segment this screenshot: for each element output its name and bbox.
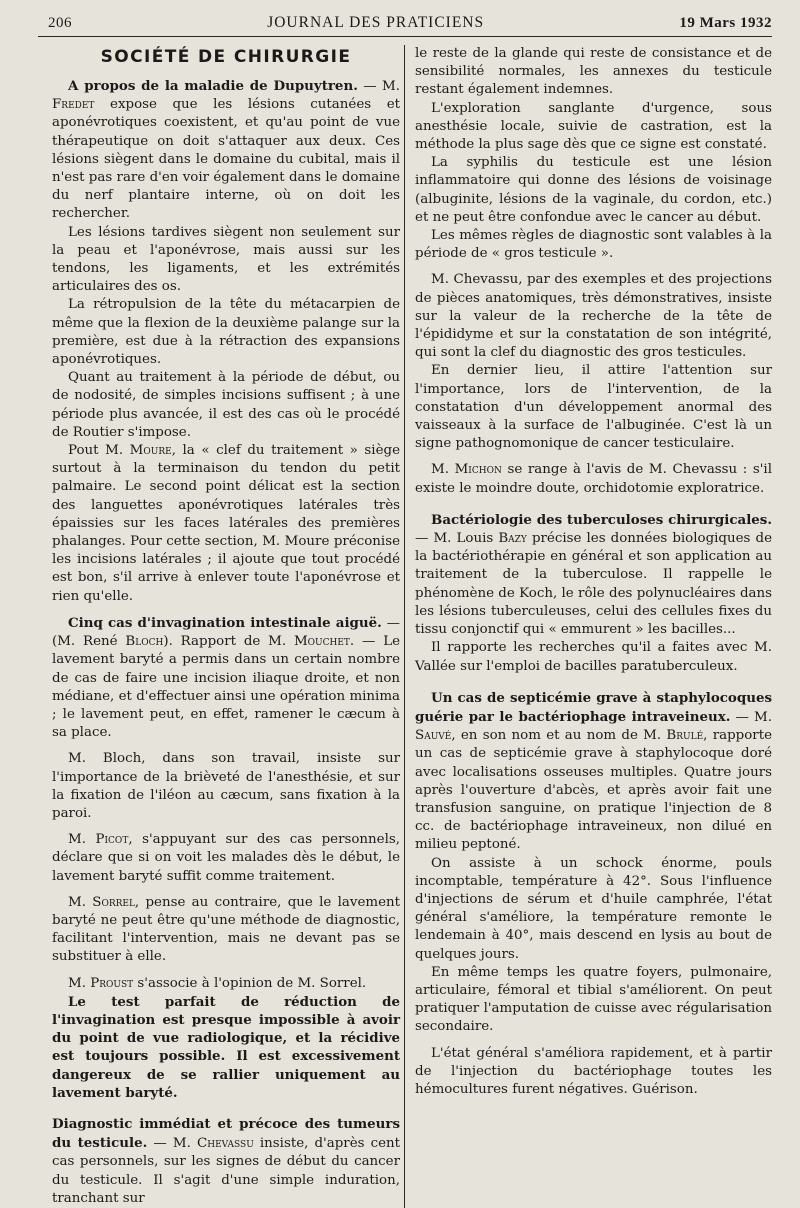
paragraph: M. Bloch, dans son travail, insiste sur l'importance de la brièveté de l'anesthésie, et sur la fixation de l'iléon au cæcum, sans fixation à la paroi. xyxy=(52,751,401,821)
text: se range à l'avis de M. Chevassu : s'il existe le moindre doute, orchidotomie exploratrice. xyxy=(415,462,773,496)
paragraph-picot xyxy=(52,831,400,886)
paragraph: L'exploration sanglante d'urgence, sous anesthésie locale, suivie de castration, est la méthode la plus sage dès que ce signe est constaté. xyxy=(415,100,772,153)
author-michon: Michon xyxy=(454,462,502,478)
article-title-invagination: Cinq cas d'invagination intestinale aiguë. xyxy=(68,614,382,631)
article-dupuytren-intro: A propos de la maladie de Dupuytren. — M. Fredet expose que les lésions cutanées et aponévrotiques coexistent, et qu'au point de vue thérapeutique on doit s'attaquer aux deux. Ces lésions siègent dans le domaine du cubital, mais il n'est pas rare d'en voir également dans le domaine du nerf plantaire interne, où on doit les rechercher. xyxy=(52,78,401,222)
paragraph-moure xyxy=(52,442,400,606)
author-moure: Moure xyxy=(129,443,172,459)
paragraph: Quant au traitement à la période de début, ou de nodosité, de simples incisions suffisent ; à une période plus avancée, il est des cas où le procédé de Routier s'impose. xyxy=(52,370,401,440)
author-proust: Proust xyxy=(90,975,134,991)
paragraph: En dernier lieu, il attire l'attention sur l'importance, lors de l'intervention, de la constatation d'un développement anormal des vaisseaux à la surface de l'albuginée. C'est là un signe pathognomonique de cancer testiculaire. xyxy=(415,363,772,452)
article-septicemie-intro xyxy=(415,689,772,855)
paragraph: M. Chevassu, par des exemples et des projections de pièces anatomiques, très démonstratives, insiste sur la valeur de la recherche de la tête de l'épididyme et sur la constatation de son intégrité, qui sont la clef du diagnostic des gros testicules. xyxy=(415,272,772,361)
page-header xyxy=(38,14,772,37)
author-bazy: Bazy xyxy=(498,531,527,547)
paragraph: En même temps les quatre foyers, pulmonaire, articulaire, fémoral et tibial s'améliorent. On peut pratiquer l'amputation de cuisse avec régularisation secondaire. xyxy=(415,964,772,1035)
article-title-testicule: Diagnostic immédiat et précoce des tumeurs du testicule. xyxy=(52,1115,401,1152)
text: , en son nom et au nom de M. xyxy=(451,728,662,744)
author-bloch: Bloch xyxy=(125,634,164,650)
right-column xyxy=(405,45,772,1208)
text: — M. Louis xyxy=(415,531,494,547)
paragraph: Il rapporte les recherches qu'il a faites avec M. Vallée sur l'emploi de bacilles paratuberculeux. xyxy=(415,640,772,674)
paragraph: le reste de la glande qui reste de consistance et de sensibilité normales, les annexes du testicule restant également indemnes. xyxy=(415,46,772,98)
author-brule: Brulé xyxy=(666,728,704,744)
journal-title: JOURNAL DES PRATICIENS xyxy=(267,14,485,31)
article-title-septicemie: Un cas de septicémie grave à staphylocoques guérie par le bactériophage intraveineux. xyxy=(415,689,772,725)
article-testicule-intro xyxy=(52,1115,400,1208)
paragraph-michon xyxy=(415,461,772,497)
text: . — Le lavement baryté a permis dans un certain nombre de cas de faire une incision iliaque droite, et non médiane, et d'effectuer ainsi une opération minima ; le lavement peut, en effet, ramener le cæcum à sa place. xyxy=(52,634,401,741)
paragraph-proust xyxy=(52,975,400,993)
author-fredet: M. Fredet xyxy=(52,79,401,113)
text: ). Rapport de M. xyxy=(163,634,287,650)
text: — M. xyxy=(153,1136,191,1152)
paragraph: Le test parfait de réduction de l'invagination est presque impossible à avoir du point de vue radiologique, et la récidive est toujours possible. Il est excessivement dangereux de se rallier uniquement au lavement baryté. xyxy=(52,993,401,1101)
author-sauve: Sauvé xyxy=(415,728,452,744)
text: insiste, d'après cent cas personnels, sur les signes de début du cancer du testicule. Il s'agit d'une simple induration, tranchant sur xyxy=(52,1136,401,1206)
issue-date: 19 Mars 1932 xyxy=(679,15,772,31)
article-tuberculoses-intro xyxy=(415,511,772,639)
text: Pout M. xyxy=(68,443,124,459)
left-column xyxy=(38,45,405,1208)
paragraph: La syphilis du testicule est une lésion inflammatoire qui donne des lésions de voisinage (albuginite, lésions de la vaginale, du cordon, etc.) et ne peut être confondue avec le cancer au début. xyxy=(415,155,772,225)
text: , la « clef du traitement » siège surtout à la terminaison du tendon du petit palmaire. Le second point délicat est la section des languettes aponévrotiques latérales très épaissies sur les faces latérales des premières phalanges. Pour cette section, M. Moure préconise les incisions latérales ; il ajoute que tout procédé est bon, s'il arrive à enlever toute l'aponévrose et rien qu'elle. xyxy=(52,443,401,604)
two-column-body xyxy=(38,45,772,1208)
paragraph: On assiste à un schock énorme, pouls incomptable, température à 42°. Sous l'influence d'injections de sérum et d'huile camphrée, l'état général s'améliore, la température remonte le lendemain à 40°, mais descend en lysis au bout de quelques jours. xyxy=(415,855,772,962)
author-picot: Picot xyxy=(95,832,129,848)
paragraph: Les mêmes règles de diagnostic sont valables à la période de « gros testicule ». xyxy=(415,228,772,262)
text: , s'appuyant sur des cas personnels, déclare que si on voit les malades dès le début, le lavement baryté suffit comme traitement. xyxy=(52,832,401,884)
page-number: 206 xyxy=(48,15,72,31)
paragraph: L'état général s'améliora rapidement, et à partir de l'injection du bactériophage toutes les hémocultures furent négatives. Guérison. xyxy=(415,1045,772,1097)
article-invagination-intro xyxy=(52,614,400,742)
text: — (M. René xyxy=(52,615,401,650)
paragraph: La rétropulsion de la tête du métacarpien de même que la flexion de la deuxième palange sur la première, est due à la rétraction des expansions aponévrotiques. xyxy=(52,297,401,368)
text: M. xyxy=(68,832,86,848)
author-sorrel: Sorrel xyxy=(92,894,135,910)
text: précise les données biologiques de la bactériothérapie en général et son application au traitement de la tuberculose. Il rappelle le phénomène de Koch, le rôle des polynucléaires dans les lésions tuberculeuses, celui des cellules fixes du tissu conjonctif qui « emmurent » les bacilles... xyxy=(415,531,772,638)
section-title: SOCIÉTÉ DE CHIRURGIE xyxy=(100,47,352,67)
text: M. xyxy=(68,975,86,991)
text: M. xyxy=(68,894,86,910)
text: , rapporte un cas de septicémie grave à staphylocoque doré avec localisations osseuses multiples. Quatre jours après l'ouverture d'abcès, et après avoir fait une transfusion sanguine, on pratique l'injection de 8 cc. de bactériophage intraveineux, non dilué en milieu peptoné. xyxy=(415,728,773,853)
paragraph-sorrel xyxy=(52,894,400,967)
article-title-tuberculoses: Bactériologie des tuberculoses chirurgicales. xyxy=(431,511,772,528)
author-mouchet: Mouchet xyxy=(293,634,350,650)
text: — M. xyxy=(735,709,772,725)
text: s'associe à l'opinion de M. Sorrel. xyxy=(137,975,367,991)
text: , pense au contraire, que le lavement baryté ne peut être qu'une méthode de diagnostic, facilitant l'intervention, mais ne devant pas se substituer à elle. xyxy=(52,894,401,965)
article-title-dupuytren: A propos de la maladie de Dupuytren. xyxy=(68,78,358,94)
text: M. xyxy=(431,462,449,478)
paragraph: Les lésions tardives siègent non seulement sur la peau et l'aponévrose, mais aussi sur les tendons, les ligaments, et les extrémités articulaires des os. xyxy=(52,224,401,295)
author-chevassu: Chevassu xyxy=(196,1136,254,1152)
paragraph: expose que les lésions cutanées et aponévrotiques coexistent, et qu'au point de vue thérapeutique on doit s'attaquer aux deux. Ces lésions siègent dans le domaine du cubital, mais il n'est pas rare d'en voir également dans le domaine du nerf plantaire interne, où on doit les rechercher. xyxy=(52,97,401,222)
